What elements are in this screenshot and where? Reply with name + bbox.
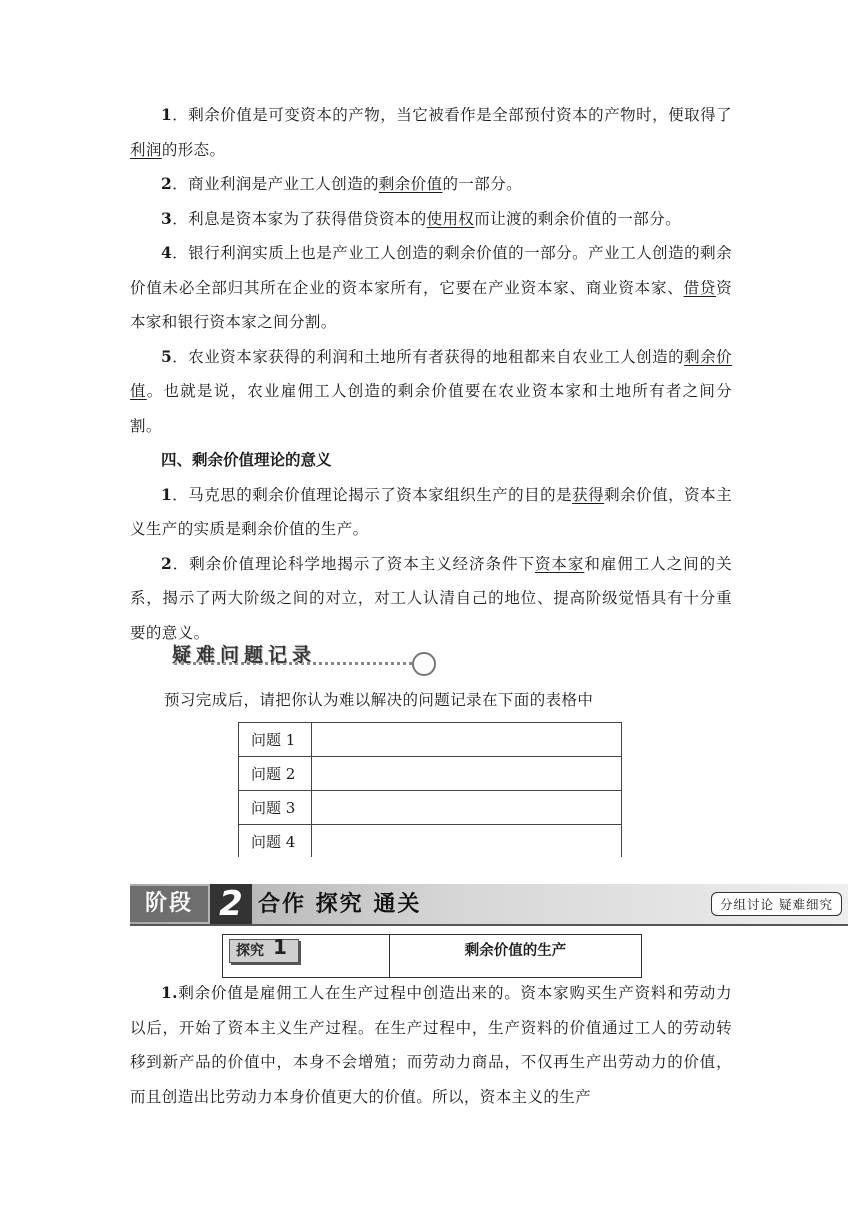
item-number: 2 [161,174,173,193]
item-text: ．马克思的剩余价值理论揭示了资本家组织生产的目的是 [172,485,573,504]
question-label: 问题 2 [239,757,312,791]
stage-number: 2 [210,884,252,924]
underlined-answer: 利润 [130,140,162,159]
stage-banner [130,884,848,926]
question-record-table [238,722,622,859]
list-item [130,547,732,651]
list-item [130,98,732,167]
item-text: ．商业利润是产业工人创造的 [172,175,379,193]
item-text: 剩余价值，资本主义生产的实质是剩余价值的生产。 [130,485,732,538]
item-number: 4 [161,243,173,262]
item-text: 。也就是说，农业雇佣工人创造的剩余价值要在农业资本家和土地所有者之间分割。 [130,382,732,435]
underlined-answer: 借贷 [683,278,717,297]
answer-cell[interactable] [312,757,622,791]
probe-body [130,976,732,1114]
probe-title: 剩余价值的生产 [464,943,567,959]
item-text: 的一部分。 [442,175,523,193]
list-item [130,340,732,444]
section-three-content [130,98,732,650]
stage-title: 合作 探究 通关 [258,892,422,917]
item-number: 5 [161,346,173,366]
circle-icon [412,652,436,676]
list-item [130,202,732,237]
instruction-text: 预习完成后，请把你认为难以解决的问题记录在下面的表格中 [164,691,594,709]
question-label: 问题 3 [239,791,312,825]
stage-tag: 分组讨论 疑难细究 [711,892,842,916]
item-text: 而让渡的剩余价值的一部分。 [474,209,681,228]
item-text: ．利息是资本家为了获得借贷资本的 [172,209,427,228]
item-number: 2 [161,553,173,573]
probe-header-box [222,934,642,978]
probe-tag: 探究 [229,939,299,963]
item-text: ．农业资本家获得的利润和土地所有者获得的地租都来自农业工人创造的 [172,347,685,366]
paragraph-text: 剩余价值是雇佣工人在生产过程中创造出来的。资本家购买生产资料和劳动力以后，开始了资本主义生产过程。在生产过程中，生产资料的价值通过工人的劳动转移到新产品的价值中，本身不会增殖；而劳动力商品，不仅再生产出劳动力的价值，而且创造出比劳动力本身价值更大的价值。所以，资本主义的生产 [130,984,732,1106]
underlined-answer: 使用权 [426,209,475,228]
item-number: 1 [161,484,173,504]
underlined-answer: 资本家 [534,554,585,573]
table-bottom-cut [238,857,624,863]
question-label: 问题 1 [239,723,312,757]
item-text: 的形态。 [161,140,226,159]
table-row [239,723,622,757]
banner-title: 疑难问题记录 [172,644,317,666]
probe-number: 1 [273,935,287,959]
item-text: ．剩余价值是可变资本的产物，当它被看作是全部预付资本的产物时，便取得了 [172,106,732,124]
list-item [130,167,732,202]
table-row [239,757,622,791]
stage-label: 阶段 [130,886,208,922]
section-heading: 四、剩余价值理论的意义 [161,451,332,469]
answer-cell[interactable] [312,723,622,757]
item-text: ．银行利润实质上也是产业工人创造的剩余价值的一部分。产业工人创造的剩余价值未必全部归其所在企业的资本家所有，它要在产业资本家、商业资本家、 [130,244,732,297]
item-text: ．剩余价值理论科学地揭示了资本主义经济条件下 [172,554,535,573]
item-number: 3 [161,208,173,228]
answer-cell[interactable] [312,791,622,825]
question-label: 问题 4 [239,825,312,859]
underlined-answer: 剩余价值 [130,347,732,400]
difficult-questions-banner [172,640,442,676]
table-row [239,791,622,825]
underlined-answer: 剩余价值 [378,175,443,193]
item-text: 和雇佣工人之间的关系，揭示了两大阶级之间的对立，对工人认清自己的地位、提高阶级觉悟具有十分重要的意义。 [130,554,732,642]
table-row [239,825,622,859]
item-text: 资本家和银行资本家之间分割。 [130,278,732,331]
list-item [130,478,732,547]
item-number: 1 [161,105,173,124]
item-number: 1. [161,983,178,1002]
list-item [130,236,732,340]
underlined-answer: 获得 [572,485,605,504]
answer-cell[interactable] [312,825,622,859]
body-paragraph [130,976,732,1114]
